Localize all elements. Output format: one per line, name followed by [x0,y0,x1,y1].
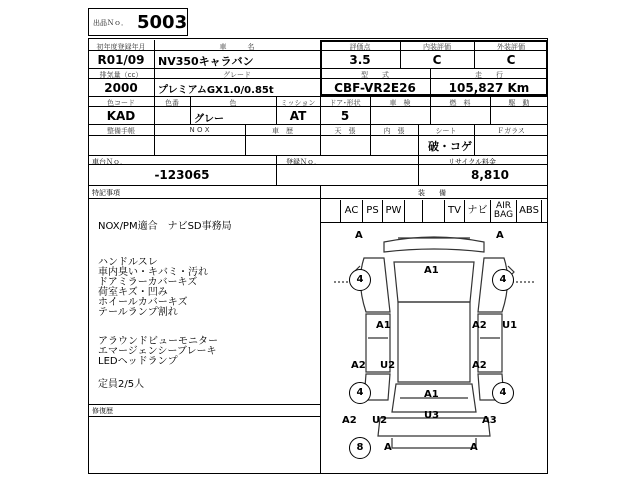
chassis-value: -123065 [154,168,210,182]
fuel-label: 燃 料 [449,99,471,107]
doors-value: 5 [340,109,350,123]
notes-block-3 [98,337,218,367]
note-line: 荷室キズ・凹み [98,287,168,298]
note-line: アラウンドビューモニター [98,336,218,347]
int-score-label: 内装評価 [423,43,451,51]
notes-block-2 [98,258,208,318]
recycle-value: 8,810 [471,168,509,182]
mark-rear-right-a2: A2 [472,360,487,371]
color-code-label: 色コード [107,99,135,107]
doors-label: ドア･形状 [329,99,361,107]
mark-bottom-a3: A3 [482,415,497,426]
equipment-label: 装 備 [418,189,446,197]
nox-label: N O X [189,126,210,134]
recycle-label: リサイクル料金 [448,158,497,166]
note-line: ホイールカバーキズ [98,297,188,308]
equip-abs: ABS [516,200,542,222]
mileage-label: 走 行 [475,71,503,79]
manual-label: 整備手帳 [107,127,135,135]
mark-left-side: A1 [376,320,391,331]
model-code-value: CBF-VR2E26 [334,81,416,95]
displacement-label: 排気量（cc） [99,71,143,79]
model-name-value: NV350キャラバン [158,55,254,68]
grade-label: グレード [223,71,251,79]
mark-bottom-a-right: A [470,442,478,453]
displacement-value: 2000 [104,81,138,95]
equip-blank-1 [404,200,422,222]
tire-rear-right-circle: 4 [492,382,514,404]
tire-front-left-circle: 4 [349,269,371,291]
int-score-value: C [432,53,442,67]
lot-number-value: 5003 [137,12,188,33]
mark-right-u1: U1 [502,320,518,331]
note-line: LEDヘッドランプ [98,356,178,367]
chassis-label: 車台Ｎｏ． [92,158,127,166]
transmission-label: ミッション [280,99,316,107]
lot-number-label: 出品Ｎｏ． [93,19,128,27]
vehicle-diagram [320,222,548,472]
mark-roof: A1 [424,265,439,276]
drive-label: 駆 動 [508,99,530,107]
roof-label: 天 張 [334,127,356,135]
notes-block-1 [98,222,232,232]
note-line: 定員2/5人 [98,379,145,390]
mark-bottom-a-left: A [384,442,392,453]
mileage-value: 105,827 Km [448,81,530,95]
first-reg-value: R01/09 [97,53,145,67]
note-line: ドアミラーカバーキズ [98,277,198,288]
note-line: 車内臭い・キバミ・汚れ [98,267,208,278]
mark-bottom-a2: A2 [342,415,357,426]
lot-number-box [88,8,188,36]
first-reg-label: 初年度登録年月 [96,43,146,51]
mark-rear-left-a2: A2 [351,360,366,371]
tire-front-right-circle: 4 [492,269,514,291]
notes-block-4 [98,380,144,390]
mark-right-side: A2 [472,320,487,331]
reg-no-label: 登録Ｎｏ． [286,158,321,166]
equip-tv: TV [444,200,464,222]
model-code-label: 型 式 [361,71,389,79]
note-line: NOX/PM適合 ナビSD事務局 [98,221,232,232]
inspection-label: 車 検 [389,99,411,107]
diagram-front [384,237,484,252]
seat-label: シート [435,127,457,135]
note-line: エマージェンシーブレーキ [98,346,217,357]
score-label: 評価点 [349,43,371,51]
score-value: 3.5 [349,53,371,67]
spare-tire-circle: 8 [349,437,371,459]
note-line: テールランプ割れ [98,307,178,318]
repair-history-label: 修復歴 [92,407,113,415]
equip-ps: PS [362,200,382,222]
color-value: グレー [194,114,224,125]
transmission-value: AT [289,109,307,123]
seat-value: 破・コゲ [428,140,472,153]
equip-ac: AC [340,200,362,222]
diagram-roof [398,302,470,382]
equip-blank-2 [422,200,444,222]
notes-label: 特記事項 [92,189,120,197]
ext-score-label: 外装評価 [497,43,525,51]
mark-front-left: A [355,230,363,241]
mark-back-door-a1: A1 [424,389,439,400]
color-code-value: KAD [106,109,136,123]
equip-navi: ナビ [464,200,490,222]
mark-back-door-u3: U3 [424,410,440,421]
note-line: ハンドルスレ [98,257,158,268]
mark-front-right: A [496,230,504,241]
color-label: 色 [229,99,237,107]
interior-label: 内 張 [383,127,405,135]
equip-airbag: AIR BAG [490,200,516,222]
grade-value: プレミアムGX1.0/0.85t [158,85,274,96]
mark-bottom-u2: U2 [372,415,388,426]
mark-rear-left-u2: U2 [380,360,396,371]
glass-label: Ｆガラス [497,127,525,135]
ext-score-value: C [506,53,516,67]
color-no-label: 色番 [165,99,179,107]
equip-pw: PW [382,200,404,222]
history-label: 車 歴 [272,127,293,135]
model-name-label: 車 名 [219,43,255,51]
tire-rear-left-circle: 4 [349,382,371,404]
